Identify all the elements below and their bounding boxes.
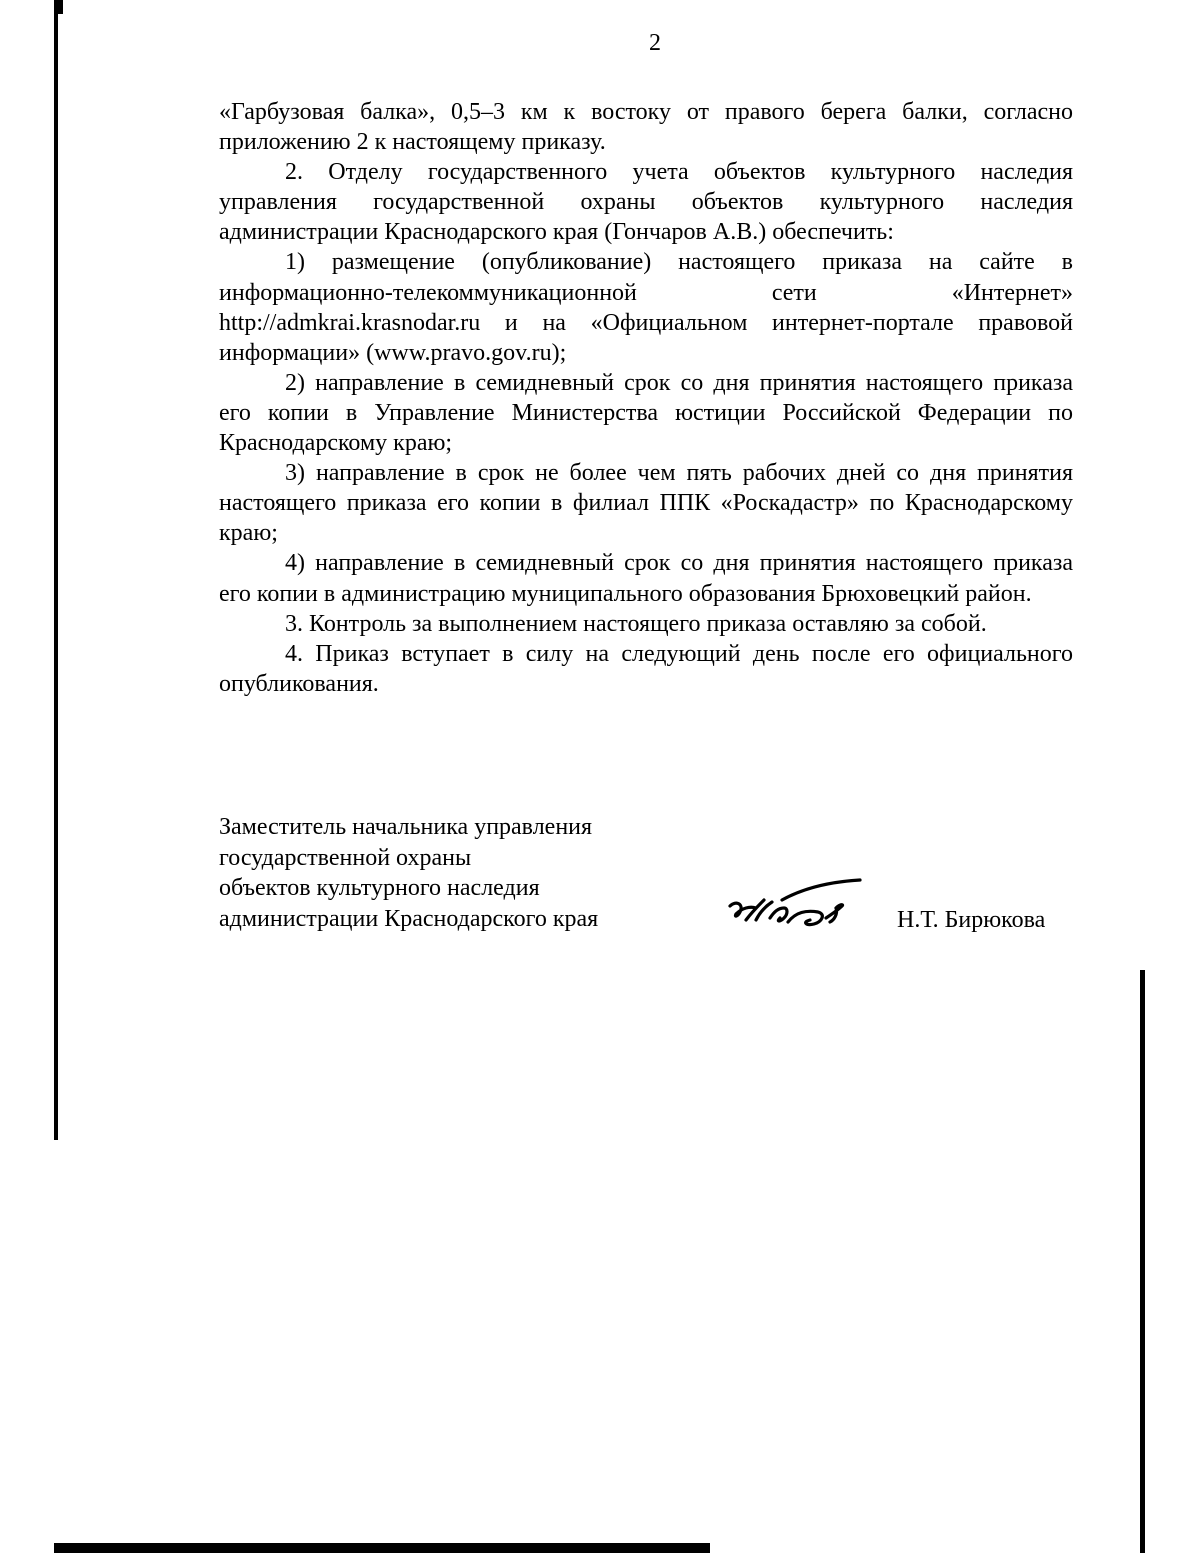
scan-edge-left-top <box>54 0 63 14</box>
page-number: 2 <box>649 30 661 56</box>
paragraph-item-3: 3. Контроль за выполнением настоящего приказа оставляю за собой. <box>285 610 987 637</box>
paragraph-subitem-3: 3) направление в срок не более чем пять рабочих дней со дня принятия настоящего приказа его копии в филиал ППК «Роскадастр» по Краснодарскому краю; <box>219 460 1073 547</box>
signer-name: Н.Т. Бирюкова <box>897 907 1046 933</box>
signatory-title-line: администрации Краснодарского края <box>219 905 599 932</box>
document-body <box>219 97 1073 699</box>
signatory-title-line: государственной охраны <box>219 844 472 871</box>
handwritten-signature <box>726 878 866 938</box>
paragraph-subitem-1: 1) размещение (опубликование) настоящего приказа на сайте в информационно-телекоммуникационной сети «Интернет» http://admkrai.krasnodar.ru и на «Официальном интернет-портале правовой информации» (www.pravo.gov.ru); <box>219 249 1073 366</box>
signatory-title-line: Заместитель начальника управления <box>219 814 593 840</box>
paragraph-item-2: 2. Отделу государственного учета объектов культурного наследия управления государственной охраны объектов культурного наследия администрации Краснодарского края (Гончаров А.В.) обеспечить: <box>219 159 1073 246</box>
signatory-title-line: объектов культурного наследия <box>219 875 540 901</box>
paragraph-continuation: «Гарбузовая балка», 0,5–3 км к востоку от правого берега балки, согласно приложению 2 к настоящему приказу. <box>219 99 1073 156</box>
paragraph-subitem-4: 4) направление в семидневный срок со дня принятия настоящего приказа его копии в администрацию муниципального образования Брюховецкий район. <box>219 550 1073 607</box>
paragraph-subitem-2: 2) направление в семидневный срок со дня принятия настоящего приказа его копии в Управление Министерства юстиции Российской Федерации по Краснодарскому краю; <box>219 369 1073 457</box>
scan-edge-right <box>1140 970 1145 1553</box>
scan-edge-bottom <box>54 1543 710 1553</box>
paragraph-item-4: 4. Приказ вступает в силу на следующий день после его официального опубликования. <box>219 640 1073 697</box>
signatory-title <box>219 812 679 934</box>
scan-edge-left <box>54 0 58 1140</box>
